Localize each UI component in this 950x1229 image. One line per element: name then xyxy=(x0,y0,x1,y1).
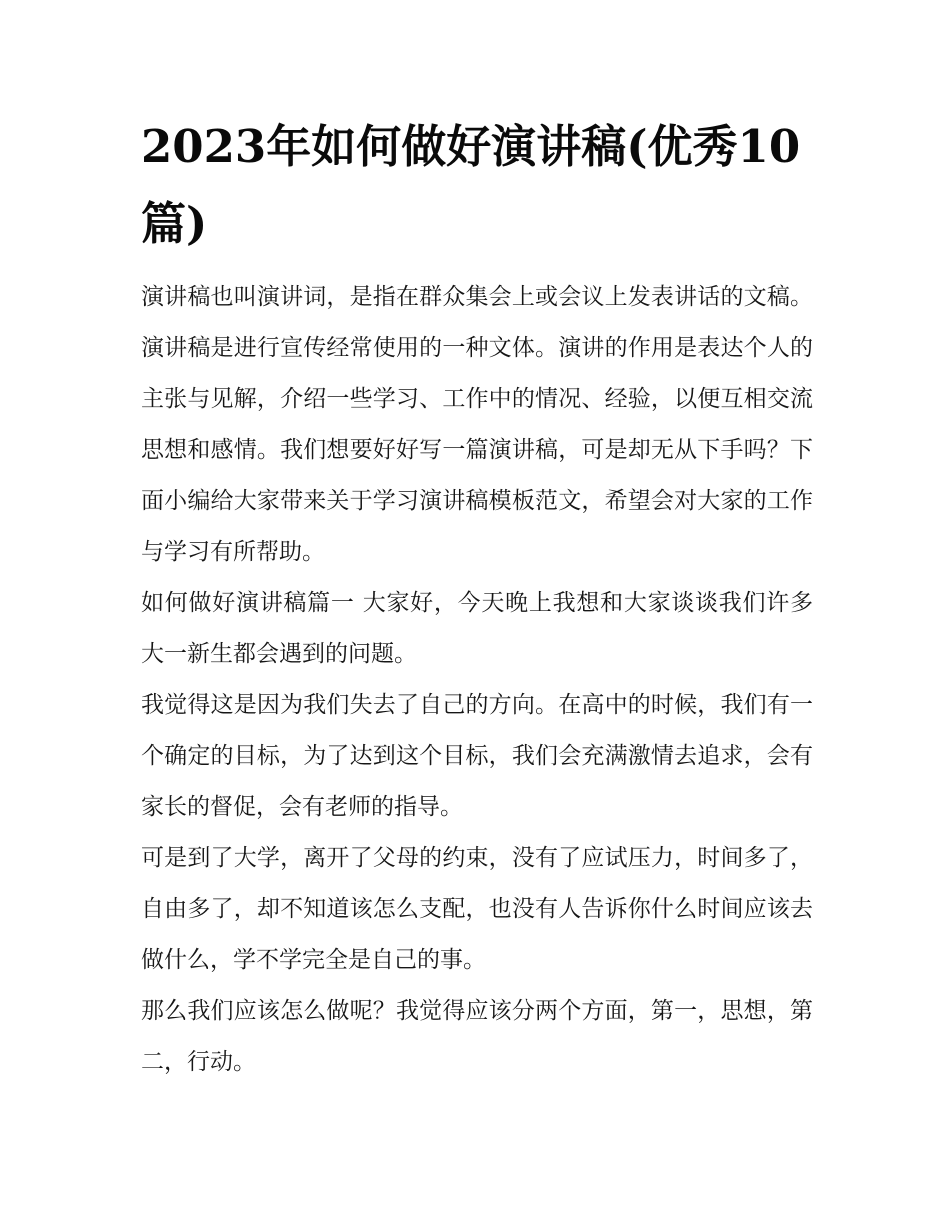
paragraph-what-to-do: 那么我们应该怎么做呢？我觉得应该分两个方面，第一，思想，第二，行动。 xyxy=(141,998,813,1075)
document-title: 2023年如何做好演讲稿(优秀10篇) xyxy=(141,120,801,250)
paragraph-university-freedom: 可是到了大学，离开了父母的约束，没有了应试压力，时间多了，自由多了，却不知道该怎么支配，也没有人告诉你什么时间应该去做什么，学不学完全是自己的事。 xyxy=(141,845,813,973)
document-body xyxy=(141,108,813,1088)
paragraph-direction: 我觉得这是因为我们失去了自己的方向。在高中的时候，我们有一个确定的目标，为了达到这个目标，我们会充满激情去追求，会有家长的督促，会有老师的指导。 xyxy=(141,692,813,820)
paragraph-intro: 演讲稿也叫演讲词，是指在群众集会上或会议上发表讲话的文稿。演讲稿是进行宣传经常使用的一种文体。演讲的作用是表达个人的主张与见解，介绍一些学习、工作中的情况、经验，以便互相交流思想和感情。我们想要好好写一篇演讲稿，可是却无从下手吗？下面小编给大家带来关于学习演讲稿模板范文，希望会对大家的工作与学习有所帮助。 xyxy=(141,284,813,565)
paragraph-speech-opening: 如何做好演讲稿篇一 大家好，今天晚上我想和大家谈谈我们许多大一新生都会遇到的问题。 xyxy=(141,590,813,667)
